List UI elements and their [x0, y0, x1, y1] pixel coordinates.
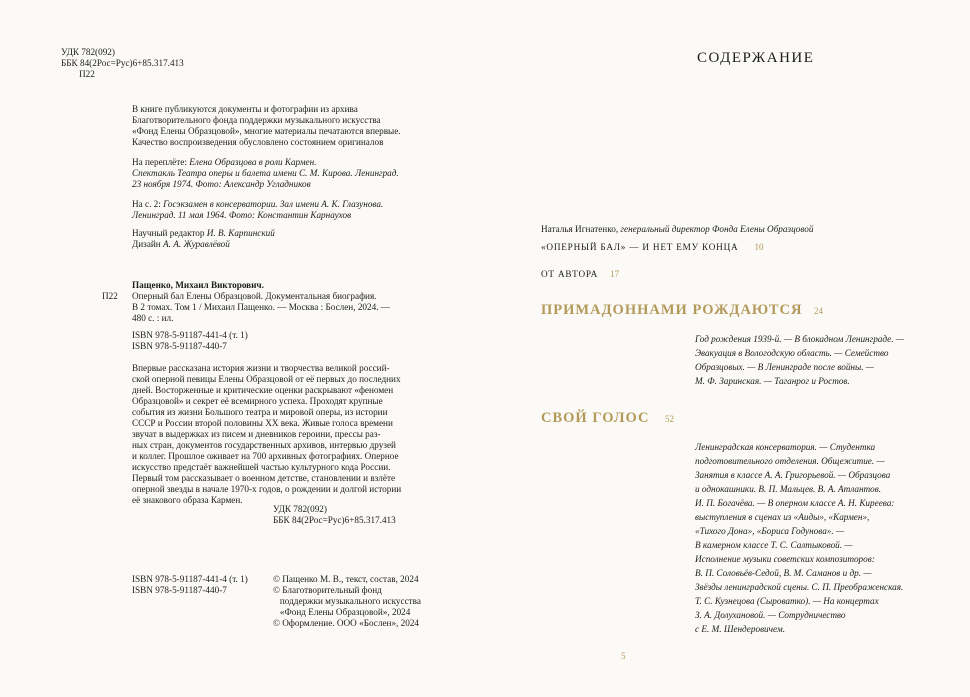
subtopic-line: выступления в сценах из «Аиды», «Кармен»,: [695, 512, 870, 522]
page-number: 52: [665, 414, 674, 424]
author-heading: Пащенко, Михаил Викторович.: [132, 280, 264, 290]
copyright-line: © Оформление. ООО «Бослен», 2024: [273, 618, 420, 628]
text-line: Оперный бал Елены Образцовой. Документальная биография.: [132, 291, 377, 301]
text-line: Первый том рассказывает о военном детстве, становлении и взлёте: [132, 473, 396, 483]
scientific-editor: [132, 228, 275, 239]
copyright-line: © Благотворительный фонд: [273, 585, 382, 595]
copyright-line: поддержки музыкального искусства: [273, 596, 421, 606]
text-line: «Фонд Елены Образцовой», многие материалы печатаются впервые.: [132, 126, 401, 136]
text-line: Качество воспроизведения обусловлено состоянием оригиналов: [132, 137, 384, 147]
bbk-code: ББК 84(2Рос=Рус)6+85.317.413: [61, 58, 184, 68]
isbn: ISBN 978-5-91187-441-4 (т. 1): [132, 574, 248, 584]
author-mark: П22: [79, 69, 95, 79]
page-number: 17: [610, 269, 620, 279]
subtopic-line: Звёзды ленинградской сцены. С. П. Преображенская.: [695, 582, 904, 592]
text-line: [132, 199, 383, 210]
bbk-code: ББК 84(2Рос=Рус)6+85.317.413: [273, 515, 396, 525]
subtopic-line: Т. С. Кузнецова (Сыроватко). — На концертах: [695, 596, 879, 606]
subtopic-line: В. П. Соловьёв-Седой, В. М. Саманов и др. —: [695, 568, 872, 578]
text-line: Образцовой» и секрет её всемирного успеха. Проходят крупные: [132, 396, 383, 406]
designer: [132, 239, 230, 250]
foreword-author: Наталья Игнатенко,: [541, 224, 621, 234]
subtopic-line: Образцовых. — В Ленинграде после войны. —: [695, 362, 874, 372]
foreword-title: «ОПЕРНЫЙ БАЛ» — И НЕТ ЕМУ КОНЦА: [541, 242, 739, 252]
copyright-line: «Фонд Елены Образцовой», 2024: [273, 607, 411, 617]
udk-code: УДК 782(092): [61, 47, 115, 57]
subtopic-line: Год рождения 1939-й. — В блокадном Ленинграде. —: [695, 334, 904, 344]
text-line: В книге публикуются документы и фотографии из архива: [132, 104, 358, 114]
part1-title: ПРИМАДОННАМИ РОЖДАЮТСЯ: [541, 302, 803, 318]
text-line: СССР и России второй половины XX века. Живые голоса времени: [132, 418, 393, 428]
text-line: Впервые рассказана история жизни и творчества великой россий-: [132, 363, 390, 373]
foreword-author-role: генеральный директор Фонда Елены Образцовой: [620, 224, 814, 234]
text-line: дней. Восторженные и критические оценки раскрывают «феномен: [132, 385, 394, 395]
text-line: ской оперной певицы Елены Образцовой от её первых до последних: [132, 374, 401, 384]
subtopic-line: З. А. Долухановой. — Сотрудничество: [695, 610, 846, 620]
copyright-line: © Пащенко М. В., текст, состав, 2024: [273, 574, 419, 584]
editor-name: И. В. Карпинский: [206, 228, 275, 238]
author-mark: П22: [102, 291, 118, 301]
cover-label: На переплёте:: [132, 157, 190, 167]
p2-label: На с. 2:: [132, 199, 164, 209]
cover-caption: Елена Образцова в роли Кармен.: [189, 157, 317, 167]
text-line: Благотворительного фонда поддержки музыкального искусства: [132, 115, 381, 125]
page-number: 24: [814, 306, 823, 316]
udk-code: УДК 782(092): [273, 504, 327, 514]
foreword-title-line: [541, 242, 763, 253]
text-line: В 2 томах. Том 1 / Михаил Пащенко. — Москва : Бослен, 2024. —: [132, 302, 390, 312]
text-line: её знакового образа Кармен.: [132, 495, 243, 505]
isbn: ISBN 978-5-91187-440-7: [132, 341, 227, 351]
text-line: ных стран, документов государственных архивов, интервью друзей: [132, 440, 396, 450]
subtopic-line: подготовительного отделения. Общежитие. —: [695, 456, 885, 466]
design-name: А. А. Журавлёвой: [163, 239, 230, 249]
subtopic-line: и однокашники. В. П. Мальцев. В. А. Атлантов.: [695, 484, 882, 494]
p2-caption: Госэкзамен в консерватории. Зал имени А. К. Глазунова.: [163, 199, 384, 209]
part2-title: СВОЙ ГОЛОС: [541, 410, 650, 426]
subtopic-line: И. П. Богачёва. — В оперном классе А. Н. Киреева:: [695, 498, 895, 508]
text-line: Ленинград. 11 мая 1964. Фото: Константин Карнаухов: [132, 210, 352, 220]
page-number: 10: [754, 242, 764, 252]
text-line: и коллег. Прошлое оживает на 700 архивных фотографиях. Оперное: [132, 451, 399, 461]
subtopic-line: Эвакуация в Вологодскую область. — Семейство: [695, 348, 889, 358]
isbn: ISBN 978-5-91187-440-7: [132, 585, 227, 595]
text-line: события из жизни Большого театра и мировой оперы, из истории: [132, 407, 388, 417]
right-page-contents: [485, 0, 970, 697]
contents-title: СОДЕРЖАНИЕ: [697, 50, 815, 66]
toc-entry-from-author[interactable]: [541, 269, 619, 280]
subtopic-line: В камерном классе Т. С. Салтыковой. —: [695, 540, 853, 550]
editor-label: Научный редактор: [132, 228, 207, 238]
page-folio: 5: [621, 651, 626, 661]
subtopic-line: Исполнение музыки советских композиторов:: [695, 554, 875, 564]
text-line: оперной звезды в начале 1970-х годов, о рождении и долгой истории: [132, 484, 402, 494]
text-line: искусство предстаёт важнейшей частью культурного кода России.: [132, 462, 391, 472]
from-author-title: ОТ АВТОРА: [541, 269, 599, 279]
subtopic-line: Занятия в классе А. А. Григорьевой. — Образцова: [695, 470, 891, 480]
subtopic-line: «Тихого Дона», «Бориса Годунова». —: [695, 526, 845, 536]
subtopic-line: М. Ф. Заринская. — Таганрог и Ростов.: [695, 376, 850, 386]
text-line: [132, 157, 317, 168]
subtopic-line: с Е. М. Шендеровичем.: [695, 624, 786, 634]
text-line: звучат в выдержках из писем и дневников героини, прессы раз-: [132, 429, 381, 439]
isbn: ISBN 978-5-91187-441-4 (т. 1): [132, 330, 248, 340]
text-line: Спектакль Театра оперы и балета имени С. М. Кирова. Ленинград.: [132, 168, 399, 178]
subtopic-line: Ленинградская консерватория. — Студентка: [695, 442, 876, 452]
text-line: 23 ноября 1974. Фото: Александр Угладников: [132, 179, 311, 189]
text-line: 480 с. : ил.: [132, 313, 174, 323]
foreword-author-line: [541, 224, 813, 235]
design-label: Дизайн: [132, 239, 164, 249]
